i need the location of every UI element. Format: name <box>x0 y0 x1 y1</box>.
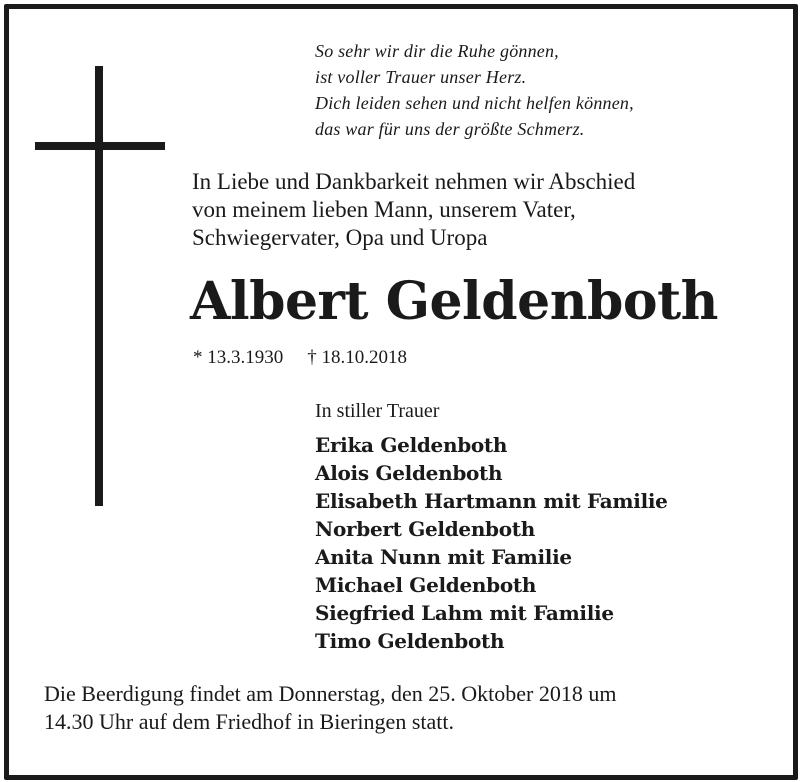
mourner-name: Erika Geldenboth <box>315 433 508 457</box>
cross-vertical-bar <box>95 66 103 506</box>
deceased-name: Albert Geldenboth <box>190 271 718 332</box>
intro-line: Schwiegervater, Opa und Uropa <box>192 225 488 250</box>
mourner-name: Norbert Geldenboth <box>315 517 535 541</box>
mourners-list <box>315 397 668 655</box>
birth-date: * 13.3.1930 <box>193 347 284 368</box>
mourner-name: Alois Geldenboth <box>315 461 503 485</box>
poem-line: das war für uns der größte Schmerz. <box>315 119 585 139</box>
poem-line: Dich leiden sehen und nicht helfen können, <box>315 93 634 113</box>
poem-line: So sehr wir dir die Ruhe gönnen, <box>315 41 559 61</box>
mourner-name: Elisabeth Hartmann mit Familie <box>315 489 668 513</box>
intro-line: In Liebe und Dankbarkeit nehmen wir Abschied <box>192 169 636 194</box>
cross-horizontal-bar <box>35 142 165 150</box>
funeral-line: Die Beerdigung findet am Donnerstag, den 25. Oktober 2018 um <box>44 681 617 706</box>
death-date: † 18.10.2018 <box>307 347 407 368</box>
farewell-intro <box>192 168 635 252</box>
intro-line: von meinem lieben Mann, unserem Vater, <box>192 197 576 222</box>
mourner-name: Anita Nunn mit Familie <box>315 545 572 569</box>
funeral-info <box>44 680 616 736</box>
poem-line: ist voller Trauer unser Herz. <box>315 67 527 87</box>
mourner-name: Michael Geldenboth <box>315 573 537 597</box>
funeral-line: 14.30 Uhr auf dem Friedhof in Bieringen statt. <box>44 709 454 734</box>
mourner-name: Timo Geldenboth <box>315 629 505 653</box>
mourner-name: Siegfried Lahm mit Familie <box>315 601 614 625</box>
memorial-poem <box>315 38 634 142</box>
mourners-lead: In stiller Trauer <box>315 400 440 422</box>
life-dates <box>193 345 407 371</box>
